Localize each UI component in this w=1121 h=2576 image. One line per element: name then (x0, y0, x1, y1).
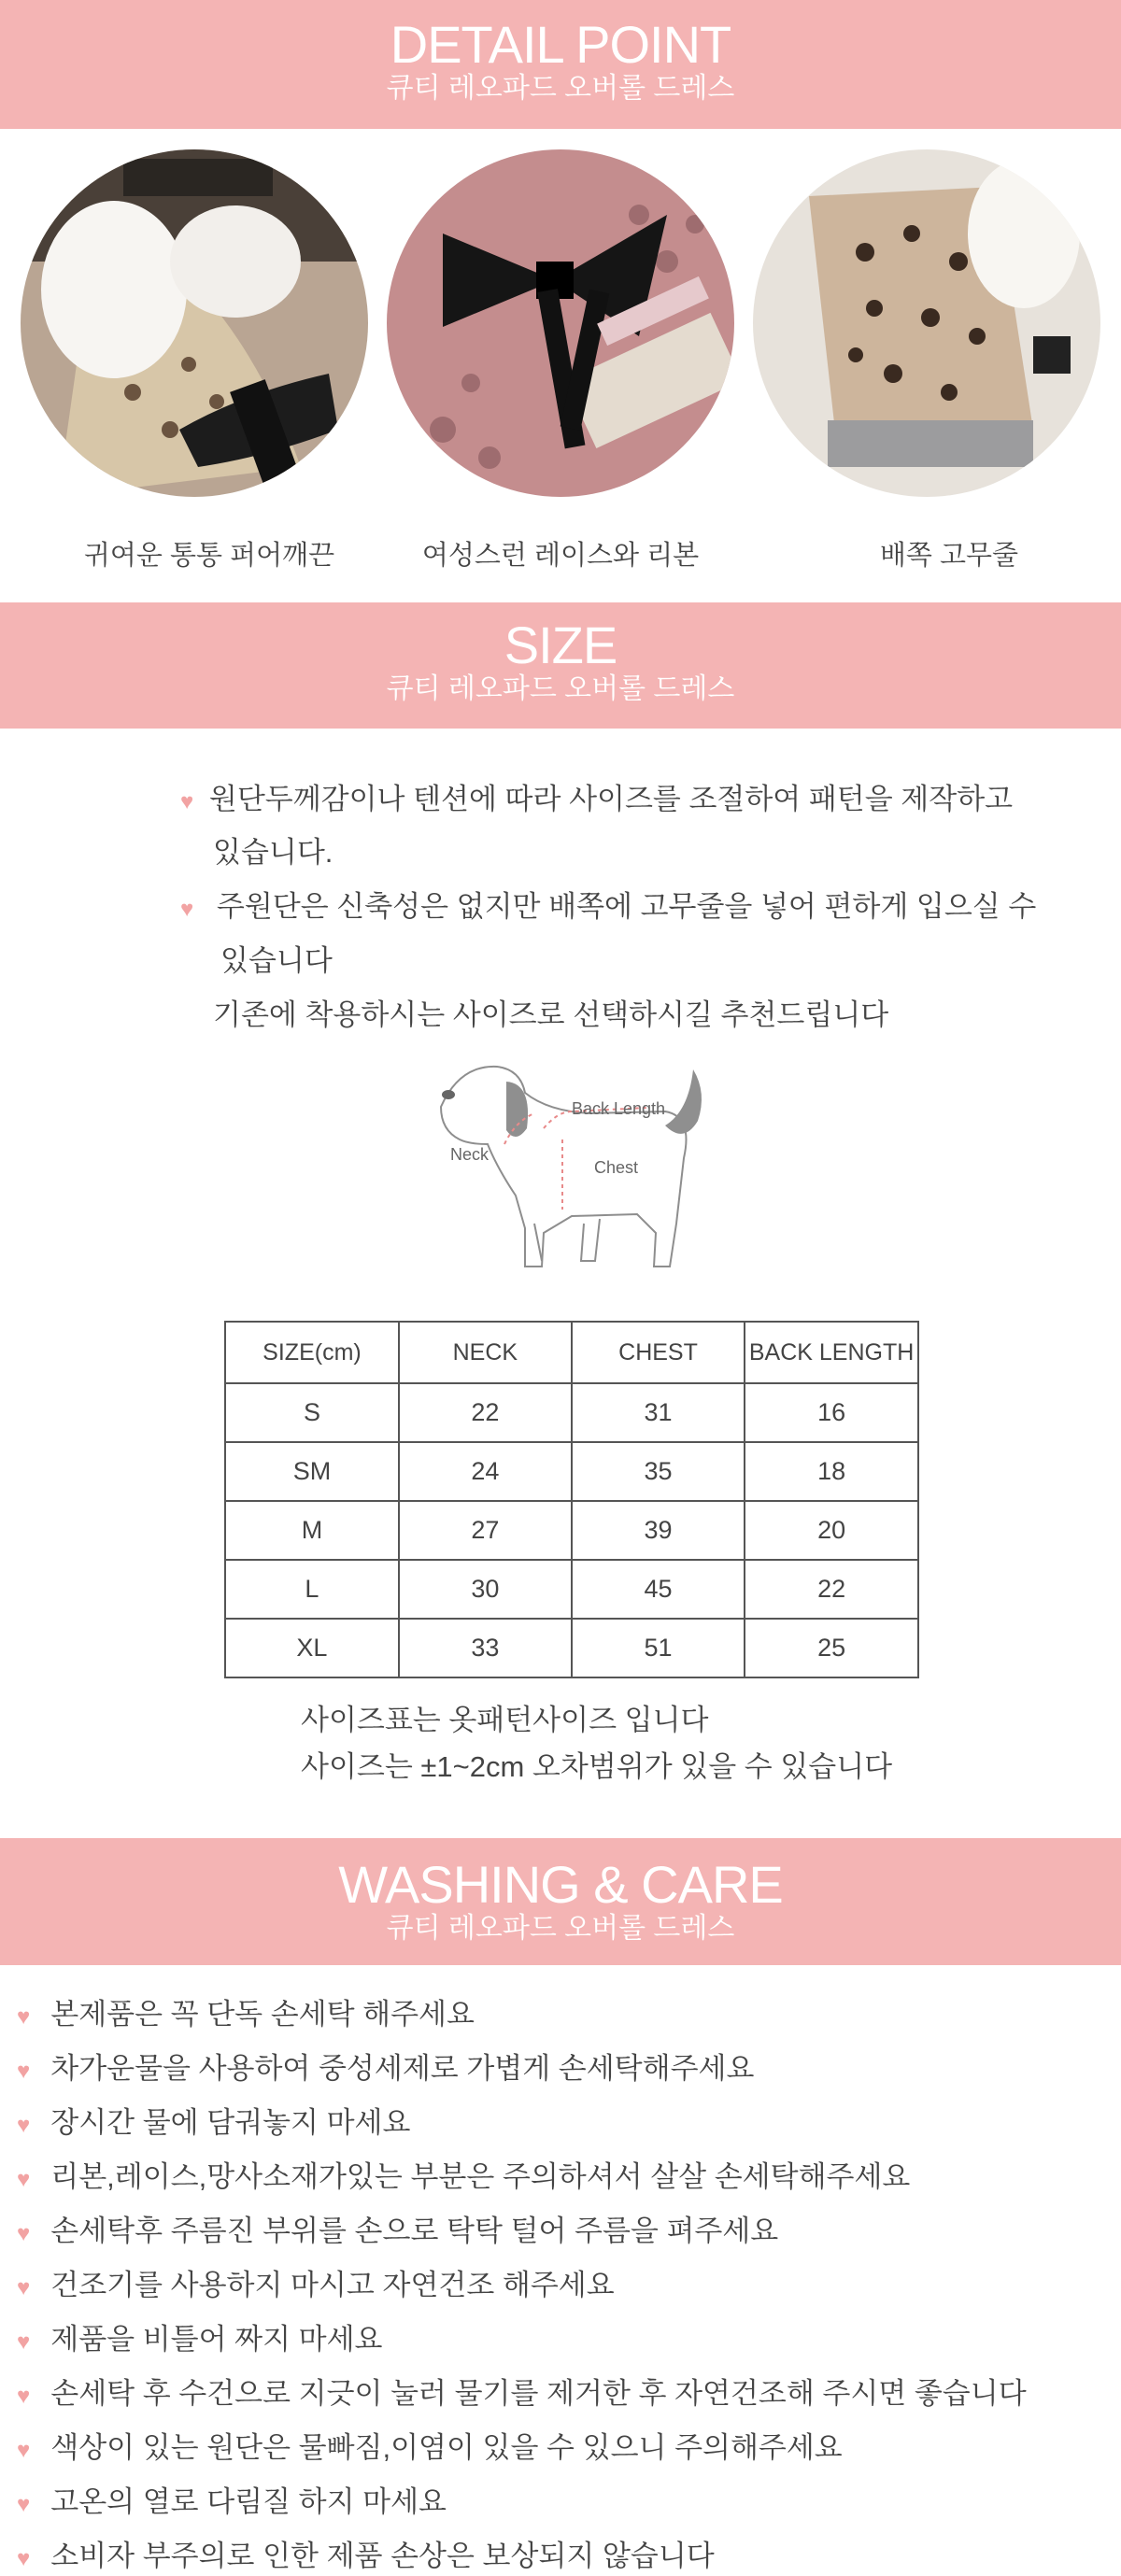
dog-measurement-diagram (432, 1055, 712, 1280)
cell-size: S (225, 1383, 399, 1442)
care-item-text: 차가운물을 사용하여 중성세제로 가볍게 손세탁해주세요 (50, 2052, 755, 2085)
table-row (225, 1501, 918, 1560)
size-bullet-2-line2: 있습니다 (220, 944, 333, 977)
cell-size: M (225, 1501, 399, 1560)
size-bullet-2-line3: 기존에 착용하시는 사이즈로 선택하시길 추천드립니다 (213, 998, 889, 1031)
cell-back-length: 22 (745, 1560, 918, 1619)
cell-neck: 22 (399, 1383, 572, 1442)
cell-size: L (225, 1560, 399, 1619)
header-chest: CHEST (572, 1322, 745, 1383)
cell-back-length: 18 (745, 1442, 918, 1501)
cell-back-length: 16 (745, 1383, 918, 1442)
photo-fur-strap (21, 149, 368, 497)
care-item-text: 리본,레이스,망사소재가있는 부분은 주의하셔서 살살 손세탁해주세요 (50, 2160, 911, 2193)
table-row (225, 1442, 918, 1501)
size-header-band (0, 602, 1121, 729)
size-table (224, 1321, 919, 1678)
heart-icon: ♥ (17, 2546, 31, 2571)
heart-icon: ♥ (17, 2384, 31, 2409)
header-neck: NECK (399, 1322, 572, 1383)
size-bullet-1-line1: 원단두께감이나 텐션에 따라 사이즈를 조절하여 패턴을 제작하고 (208, 783, 1014, 815)
care-item (17, 2261, 615, 2303)
photo-elastic-band (753, 149, 1100, 497)
size-bullet-1-line2: 있습니다. (213, 836, 333, 869)
cell-chest: 35 (572, 1442, 745, 1501)
care-item-text: 건조기를 사용하지 마시고 자연건조 해주세요 (50, 2269, 615, 2301)
cell-neck: 30 (399, 1560, 572, 1619)
cell-back-length: 25 (745, 1619, 918, 1677)
table-row (225, 1619, 918, 1677)
detail-subtitle: 큐티 레오파드 오버롤 드레스 (386, 73, 735, 104)
caption-fur-strap: 귀여운 통통 퍼어깨끈 (83, 541, 335, 571)
care-item (17, 2153, 910, 2195)
size-note-2: 사이즈는 ±1~2cm 오차범위가 있을 수 있습니다 (301, 1750, 893, 1783)
cell-neck: 27 (399, 1501, 572, 1560)
table-row (225, 1560, 918, 1619)
care-item (17, 1990, 475, 2032)
care-item-text: 본제품은 꼭 단독 손세탁 해주세요 (50, 1998, 475, 2031)
care-item-text: 손세탁후 주름진 부위를 손으로 탁탁 털어 주름을 펴주세요 (50, 2215, 779, 2247)
header-back-length: BACK LENGTH (745, 1322, 918, 1383)
care-item (17, 2370, 1027, 2412)
cell-back-length: 20 (745, 1501, 918, 1560)
care-title: WASHING & CARE (338, 1855, 783, 1914)
care-item-text: 고온의 열로 다림질 하지 마세요 (50, 2485, 447, 2518)
cell-neck: 33 (399, 1619, 572, 1677)
care-item (17, 2532, 715, 2574)
table-row (225, 1383, 918, 1442)
heart-icon: ♥ (17, 2113, 31, 2138)
heart-icon: ♥ (17, 2492, 31, 2517)
heart-icon: ♥ (17, 2438, 31, 2463)
heart-icon: ♥ (17, 2275, 31, 2300)
heart-icon: ♥ (17, 2329, 31, 2355)
care-item (17, 2315, 383, 2357)
cell-chest: 31 (572, 1383, 745, 1442)
size-subtitle: 큐티 레오파드 오버롤 드레스 (386, 673, 735, 704)
header-size: SIZE(cm) (225, 1322, 399, 1383)
size-bullet-1 (180, 772, 1013, 829)
photo-lace-ribbon (387, 149, 734, 497)
heart-icon: ♥ (180, 789, 194, 814)
heart-icon: ♥ (17, 2167, 31, 2192)
care-item (17, 2045, 754, 2087)
care-item-text: 소비자 부주의로 인한 제품 손상은 보상되지 않습니다 (50, 2540, 715, 2572)
care-item-text: 손세탁 후 수건으로 지긋이 눌러 물기를 제거한 후 자연건조해 주시면 좋습니다 (50, 2377, 1027, 2410)
heart-icon: ♥ (17, 2059, 31, 2084)
caption-lace-ribbon: 여성스런 레이스와 리본 (421, 541, 700, 571)
care-item-text: 색상이 있는 원단은 물빠짐,이염이 있을 수 있으니 주의해주세요 (50, 2431, 843, 2464)
cell-size: SM (225, 1442, 399, 1501)
cell-chest: 51 (572, 1619, 745, 1677)
care-item (17, 2099, 410, 2141)
table-header-row (225, 1322, 918, 1383)
care-item (17, 2207, 778, 2249)
care-item-text: 장시간 물에 담궈놓지 마세요 (50, 2106, 411, 2139)
label-chest: Chest (594, 1158, 639, 1177)
detail-header-band (0, 0, 1121, 129)
detail-title: DETAIL POINT (390, 15, 731, 74)
heart-icon: ♥ (180, 897, 194, 922)
size-note-1: 사이즈표는 옷패턴사이즈 입니다 (301, 1704, 709, 1736)
care-header-band (0, 1838, 1121, 1965)
caption-elastic-band: 배쪽 고무줄 (879, 541, 1019, 571)
size-bullet-2-line1: 주원단은 신축성은 없지만 배쪽에 고무줄을 넣어 편하게 입으실 수 (216, 890, 1037, 923)
care-subtitle: 큐티 레오파드 오버롤 드레스 (386, 1913, 735, 1944)
cell-neck: 24 (399, 1442, 572, 1501)
heart-icon: ♥ (17, 2004, 31, 2030)
label-neck: Neck (450, 1145, 490, 1164)
cell-size: XL (225, 1619, 399, 1677)
cell-chest: 39 (572, 1501, 745, 1560)
cell-chest: 45 (572, 1560, 745, 1619)
label-back-length: Back Length (572, 1099, 666, 1118)
care-item-text: 제품을 비틀어 짜지 마세요 (50, 2323, 383, 2356)
size-title: SIZE (504, 616, 617, 674)
heart-icon: ♥ (17, 2221, 31, 2246)
care-item (17, 2478, 447, 2520)
care-item (17, 2424, 843, 2466)
size-bullet-2 (180, 880, 1036, 937)
